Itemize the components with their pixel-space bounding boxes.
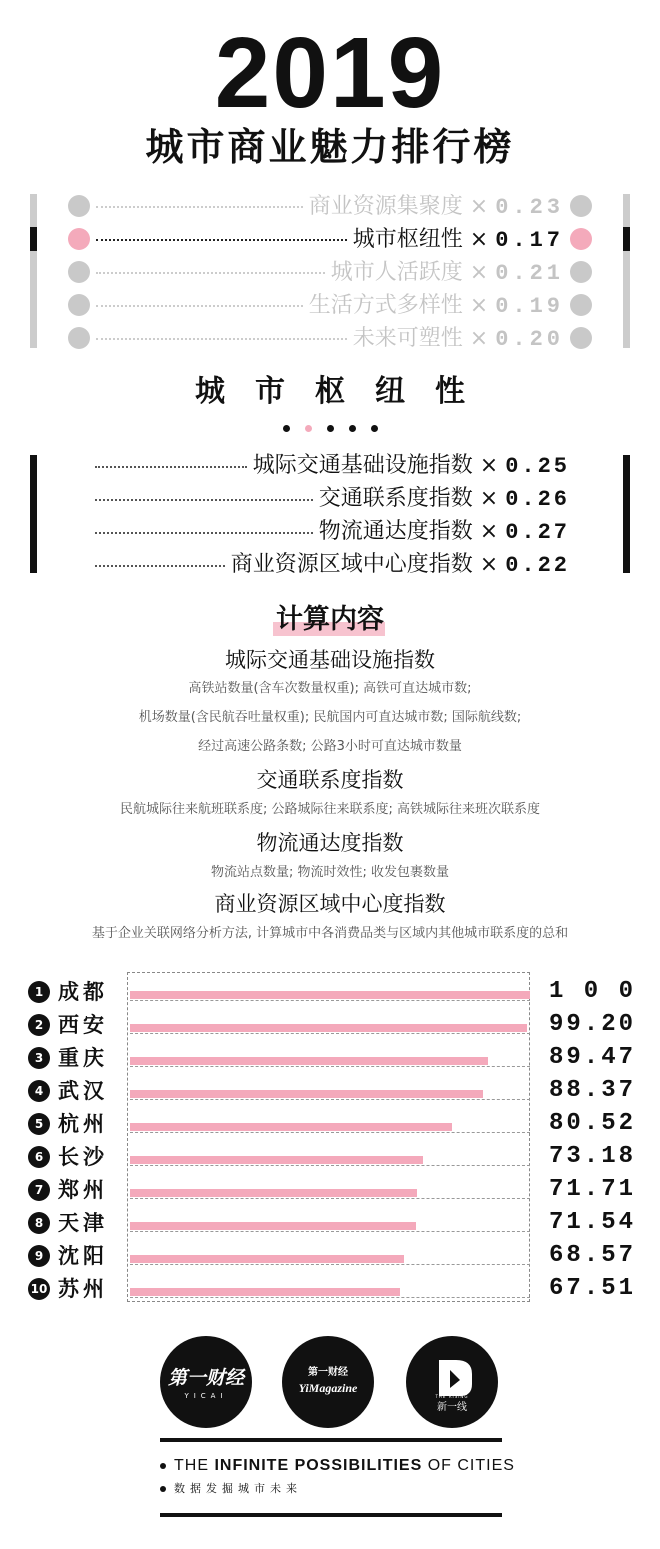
sub-weight-label (231, 550, 570, 581)
yimagazine-logo-top: 第一财经 (308, 1367, 348, 1378)
times-sign: × (469, 260, 489, 285)
weight-row (60, 259, 600, 287)
rank-badge: 6 (28, 1146, 50, 1168)
weight-dot-icon (68, 195, 90, 217)
weight-dot-icon (570, 327, 592, 349)
rank-badge: 2 (28, 1014, 50, 1036)
footer-rule-bottom (160, 1513, 502, 1517)
calc-detail: 高铁站数量(含车次数量权重); 高铁可直达城市数; (188, 681, 472, 696)
calc-heading: 城际交通基础设施指数 (225, 648, 435, 672)
ranking-row (28, 1175, 638, 1205)
score-bar (130, 1156, 423, 1164)
city-name: 成都 (58, 980, 108, 1004)
score-value: 80.52 (548, 1110, 636, 1137)
times-sign: × (479, 486, 499, 511)
sub-weight-row (95, 550, 570, 580)
times-sign: × (479, 552, 499, 577)
score-value: 89.47 (548, 1044, 636, 1071)
rank-badge: 4 (28, 1080, 50, 1102)
section-title: 城市枢纽性 (195, 374, 495, 409)
leader-line (95, 499, 313, 501)
ranking-row (28, 1043, 638, 1073)
weight-dot-icon (570, 294, 592, 316)
rising-lab-mark-icon (406, 1336, 498, 1428)
leader-line (96, 239, 347, 241)
sub-weight-name: 交通联系度指数 (318, 486, 473, 511)
sub-weight-name: 物流通达度指数 (318, 519, 473, 544)
city-name: 杭州 (58, 1112, 108, 1136)
leader-line (95, 565, 225, 567)
page-title: 城市商业魅力排行榜 (145, 125, 515, 169)
sub-weight-row (95, 484, 570, 514)
times-sign: × (469, 326, 489, 351)
score-bar (130, 1123, 452, 1131)
ranking-row (28, 1208, 638, 1238)
score-value: 88.37 (548, 1077, 636, 1104)
weight-value: 0.20 (495, 327, 564, 352)
city-name: 长沙 (58, 1145, 108, 1169)
times-sign: × (469, 194, 489, 219)
score-bar (130, 1024, 527, 1032)
weight-name: 城市人活跃度 (330, 260, 463, 285)
calc-detail: 民航城际往来航班联系度; 公路城际往来联系度; 高铁城际往来班次联系度 (119, 802, 541, 817)
left-rail (30, 194, 37, 348)
sub-weight-label (253, 451, 570, 482)
score-bar (130, 1057, 488, 1065)
calc-heading: 交通联系度指数 (256, 768, 404, 792)
bar-guide (130, 1099, 530, 1100)
rising-lab-logo-text: 新一线 (437, 1402, 467, 1413)
weight-value: 0.19 (495, 294, 564, 319)
leader-line (95, 466, 247, 468)
times-sign: × (469, 227, 489, 252)
bar-guide (130, 1297, 530, 1298)
score-value: 68.57 (548, 1242, 636, 1269)
weight-name: 商业资源集聚度 (308, 194, 463, 219)
weight-row (60, 226, 600, 254)
sub-weight-name: 城际交通基础设施指数 (252, 453, 473, 478)
bar-guide (130, 1231, 530, 1232)
bar-guide (130, 1132, 530, 1133)
weight-value: 0.17 (495, 228, 564, 253)
calc-title: 计算内容 (276, 604, 384, 635)
page-dot (283, 425, 290, 432)
weight-label (353, 325, 564, 354)
weight-dot-icon (68, 327, 90, 349)
sub-weight-row (95, 451, 570, 481)
weight-label (309, 193, 564, 222)
tagline: THE INFINITE POSSIBILITIES OF CITIES (160, 1455, 515, 1477)
bar-guide (130, 1264, 530, 1265)
rising-lab-logo-sub: THE RISING (435, 1394, 469, 1399)
tagline-cn: 数据发掘城市未来 (160, 1481, 302, 1497)
sub-weight-value: 0.25 (505, 454, 570, 479)
sub-weight-label (319, 484, 570, 515)
city-name: 沈阳 (58, 1244, 108, 1268)
sub-weight-label (319, 517, 570, 548)
calc-detail: 基于企业关联网络分析方法, 计算城市中各消费品类与区域内其他城市联系度的总和 (91, 926, 569, 941)
ranking-row (28, 1109, 638, 1139)
bar-guide (130, 1000, 530, 1001)
sub-weight-row (95, 517, 570, 547)
yicai-logo-text: 第一财经 (167, 1367, 244, 1389)
score-value: 1 0 0 (548, 978, 636, 1005)
leader-line (96, 272, 325, 274)
right-bracket (623, 455, 630, 573)
city-name: 武汉 (58, 1079, 108, 1103)
weight-dot-icon (570, 261, 592, 283)
bar-guide (130, 1066, 530, 1067)
sub-weight-value: 0.27 (505, 520, 570, 545)
weight-value: 0.23 (495, 195, 564, 220)
ranking-row (28, 977, 638, 1007)
yicai-logo (160, 1336, 252, 1428)
times-sign: × (479, 453, 499, 478)
rank-badge: 1 (28, 981, 50, 1003)
ranking-row (28, 1142, 638, 1172)
sub-weight-value: 0.22 (505, 553, 570, 578)
score-value: 67.51 (548, 1275, 636, 1302)
rank-badge: 9 (28, 1245, 50, 1267)
score-bar (130, 1090, 483, 1098)
weight-row (60, 193, 600, 221)
score-bar (130, 991, 530, 999)
leader-line (96, 305, 303, 307)
score-value: 73.18 (548, 1143, 636, 1170)
weight-value: 0.21 (495, 261, 564, 286)
ranking-row (28, 1241, 638, 1271)
times-sign: × (469, 293, 489, 318)
calc-detail: 经过高速公路条数; 公路3小时可直达城市数量 (198, 739, 462, 754)
times-sign: × (479, 519, 499, 544)
bar-guide (130, 1165, 530, 1166)
rank-badge: 5 (28, 1113, 50, 1135)
score-bar (130, 1255, 404, 1263)
weight-row (60, 292, 600, 320)
yicai-logo-sub: YICAI (184, 1392, 228, 1400)
rank-badge: 8 (28, 1212, 50, 1234)
city-name: 天津 (58, 1211, 108, 1235)
weight-label (353, 226, 564, 255)
left-rail-active (30, 227, 37, 251)
leader-line (96, 206, 303, 208)
page-dot (327, 425, 334, 432)
bar-guide (130, 1198, 530, 1199)
weight-label (309, 292, 564, 321)
weight-name: 城市枢纽性 (352, 227, 463, 252)
weight-dot-icon (68, 294, 90, 316)
ranking-row (28, 1274, 638, 1304)
score-value: 71.71 (548, 1176, 636, 1203)
rank-badge: 3 (28, 1047, 50, 1069)
leader-line (96, 338, 347, 340)
city-name: 西安 (58, 1013, 108, 1037)
weight-name: 未来可塑性 (352, 326, 463, 351)
yimagazine-logo (282, 1336, 374, 1428)
page-dot (349, 425, 356, 432)
weight-dot-icon (570, 228, 592, 250)
leader-line (95, 532, 313, 534)
year-title: 2019 (214, 17, 446, 129)
score-value: 71.54 (548, 1209, 636, 1236)
weight-row (60, 325, 600, 353)
sub-weight-name: 商业资源区域中心度指数 (230, 552, 473, 577)
right-rail-active (623, 227, 630, 251)
weight-name: 生活方式多样性 (308, 293, 463, 318)
city-name: 郑州 (58, 1178, 108, 1202)
yimagazine-logo-text: YiMagazine (298, 1381, 358, 1395)
score-bar (130, 1222, 416, 1230)
weight-label (331, 259, 564, 288)
sub-weight-value: 0.26 (505, 487, 570, 512)
score-bar (130, 1189, 417, 1197)
rising-lab-logo (406, 1336, 498, 1428)
page-dot-active (305, 425, 312, 432)
footer-rule-top (160, 1438, 502, 1442)
city-name: 重庆 (58, 1046, 108, 1070)
score-bar (130, 1288, 400, 1296)
ranking-row (28, 1010, 638, 1040)
weight-dot-icon (570, 195, 592, 217)
calc-heading: 物流通达度指数 (256, 831, 404, 855)
score-value: 99.20 (548, 1011, 636, 1038)
weight-dot-icon (68, 228, 90, 250)
right-rail (623, 194, 630, 348)
rank-badge: 10 (28, 1278, 50, 1300)
left-bracket (30, 455, 37, 573)
calc-detail: 物流站点数量; 物流时效性; 收发包裹数量 (210, 865, 450, 880)
rank-badge: 7 (28, 1179, 50, 1201)
page-dot (371, 425, 378, 432)
calc-heading: 商业资源区域中心度指数 (214, 892, 446, 916)
calc-detail: 机场数量(含民航吞吐量权重); 民航国内可直达城市数; 国际航线数; (138, 710, 522, 725)
city-name: 苏州 (58, 1277, 108, 1301)
ranking-row (28, 1076, 638, 1106)
weight-dot-icon (68, 261, 90, 283)
bar-guide (130, 1033, 530, 1034)
